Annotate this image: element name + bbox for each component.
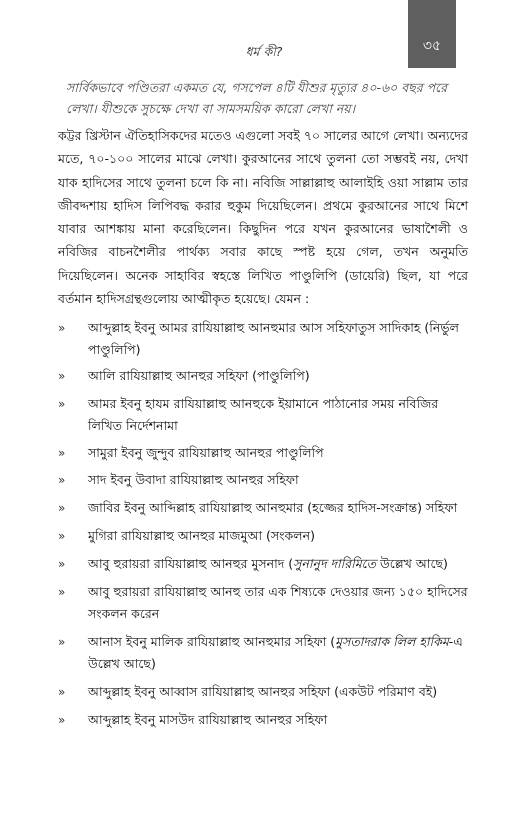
list-item-text-part: -এ উল্লেখ আছে) [88,634,463,671]
list-item [58,442,468,464]
list-item-text: জাবির ইবনু আব্দিল্লাহ রাযিয়াল্লাহু আনহুমার (হজ্জের হাদিস-সংক্রান্ত) সহিফা [88,500,458,515]
bullet-marker: » [58,713,66,727]
list-item [58,709,468,731]
list-item-text: সামুরা ইবনু জুন্দুব রাযিয়াল্লাহু আনহুর পাণ্ডুলিপি [88,445,324,460]
list-item [58,317,468,361]
list-item [58,631,468,675]
bullet-marker: » [58,557,66,571]
bullet-marker: » [58,321,66,335]
list-item [58,497,468,519]
bullet-marker: » [58,397,66,411]
list-item-text-part: আনাস ইবনু মালিক রাযিয়াল্লাহু আনহুমার সহিফা ( [88,634,336,649]
bullet-marker: » [58,635,66,649]
bullet-marker: » [58,501,66,515]
list-item-text-part: আবু হুরায়রা রাযিয়াল্লাহু আনহুর মুসনাদ ( [88,556,294,571]
running-header-title: ধর্ম কী? [245,44,283,59]
list-item [58,681,468,703]
list-item-text [88,553,448,575]
list-item-text: মুগিরা রাযিয়াল্লাহু আনহুর মাজমুআ (সংকলন) [88,528,315,543]
list-item [58,393,468,437]
intro-italic-paragraph: সার্বিকভাবে পণ্ডিতরা একমত যে, গসপেল ৪টি যীশুর মৃত্যুর ৪০-৬০ বছর পরে লেখা। যীশুকে সুচক্ষে দেখা বা সামসময়িক কারো লেখা নয়। [66,80,447,116]
list-item [58,469,468,491]
list-item-text: সাদ ইবনু উবাদা রাযিয়াল্লাহু আনহুর সহিফা [88,472,299,487]
list-item-text: আব্দুল্লাহ ইবনু মাসউদ রাযিয়াল্লাহু আনহুর সহিফা [88,712,328,727]
list-item-text: আবু হুরায়রা রাযিয়াল্লাহু আনহু তার এক শিষ্যকে দেওয়ার জন্য ১৫০ হাদিসের সংকলন করেন [88,584,468,621]
page-number: ৩৫ [422,38,442,54]
page-number-tab [408,0,456,68]
manuscript-list [58,317,468,731]
list-item-text-part: উল্লেখ আছে) [376,556,448,571]
bullet-marker: » [58,685,66,699]
bullet-marker: » [58,529,66,543]
list-item-text: আলি রাযিয়াল্লাহু আনহুর সহিফা (পাণ্ডুলিপি) [88,368,310,383]
book-title-italic: সুনানুদ দারিমিতে [293,556,377,571]
list-item-text [88,631,468,675]
list-item-text: আমর ইবনু হাযম রাযিয়াল্লাহু আনহুকে ইয়ামানে পাঠানোর সময় নবিজির লিখিত নির্দেশনামা [88,396,439,433]
body-paragraph: কট্টর খ্রিস্টান ঐতিহাসিকদের মতেও এগুলো সবই ৭০ সালের আগে লেখা। অন্যদের মতে, ৭০-১০০ সালের মাঝে লেখা। কুরআনের সাথে তুলনা তো সম্ভবই নয়, দেখা যাক হাদিসের সাথে তুলনা চলে কি না। নবিজি সাল্লাল্লাহু আলাইহি ওয়া সাল্লাম তার জীবদ্দশায় হাদিস লিপিবদ্ধ করার হুকুম দিয়েছিলেন। প্রথমে কুরআনের সাথে মিশে যাবার আশঙ্কায় মানা করেছিলেন। কিছুদিন পরে যখন কুরআনের ভাষাশৈলী ও নবিজির বাচনশৈলীর পার্থক্য সবার কাছে স্পষ্ট হয়ে গেল, তখন অনুমতি দিয়েছিলেন। অনেক সাহাবির স্বহস্তে লিখিত পাণ্ডুলিপি (ডায়েরি) ছিল, যা পরে বর্তমান হাদিসগ্রন্থগুলোয় আত্মীকৃত হয়েছে। যেমন : [58,128,468,307]
list-item [58,581,468,625]
list-item [58,525,468,547]
bullet-marker: » [58,585,66,599]
list-item [58,365,468,387]
list-item-text: আব্দুল্লাহ ইবনু আমর রাযিয়াল্লাহু আনহুমার আস সহিফাতুস সাদিকাহ (নির্ভুল পাণ্ডুলিপি) [88,320,459,357]
bullet-marker: » [58,446,66,460]
bullet-marker: » [58,369,66,383]
bullet-marker: » [58,473,66,487]
book-title-italic: মুসতাদরাক লিল হাকিম [335,634,449,649]
list-item-text: আব্দুল্লাহ ইবনু আব্বাস রাযিয়াল্লাহু আনহুর সহিফা (একউট পরিমাণ বই) [88,684,438,699]
list-item [58,553,468,575]
